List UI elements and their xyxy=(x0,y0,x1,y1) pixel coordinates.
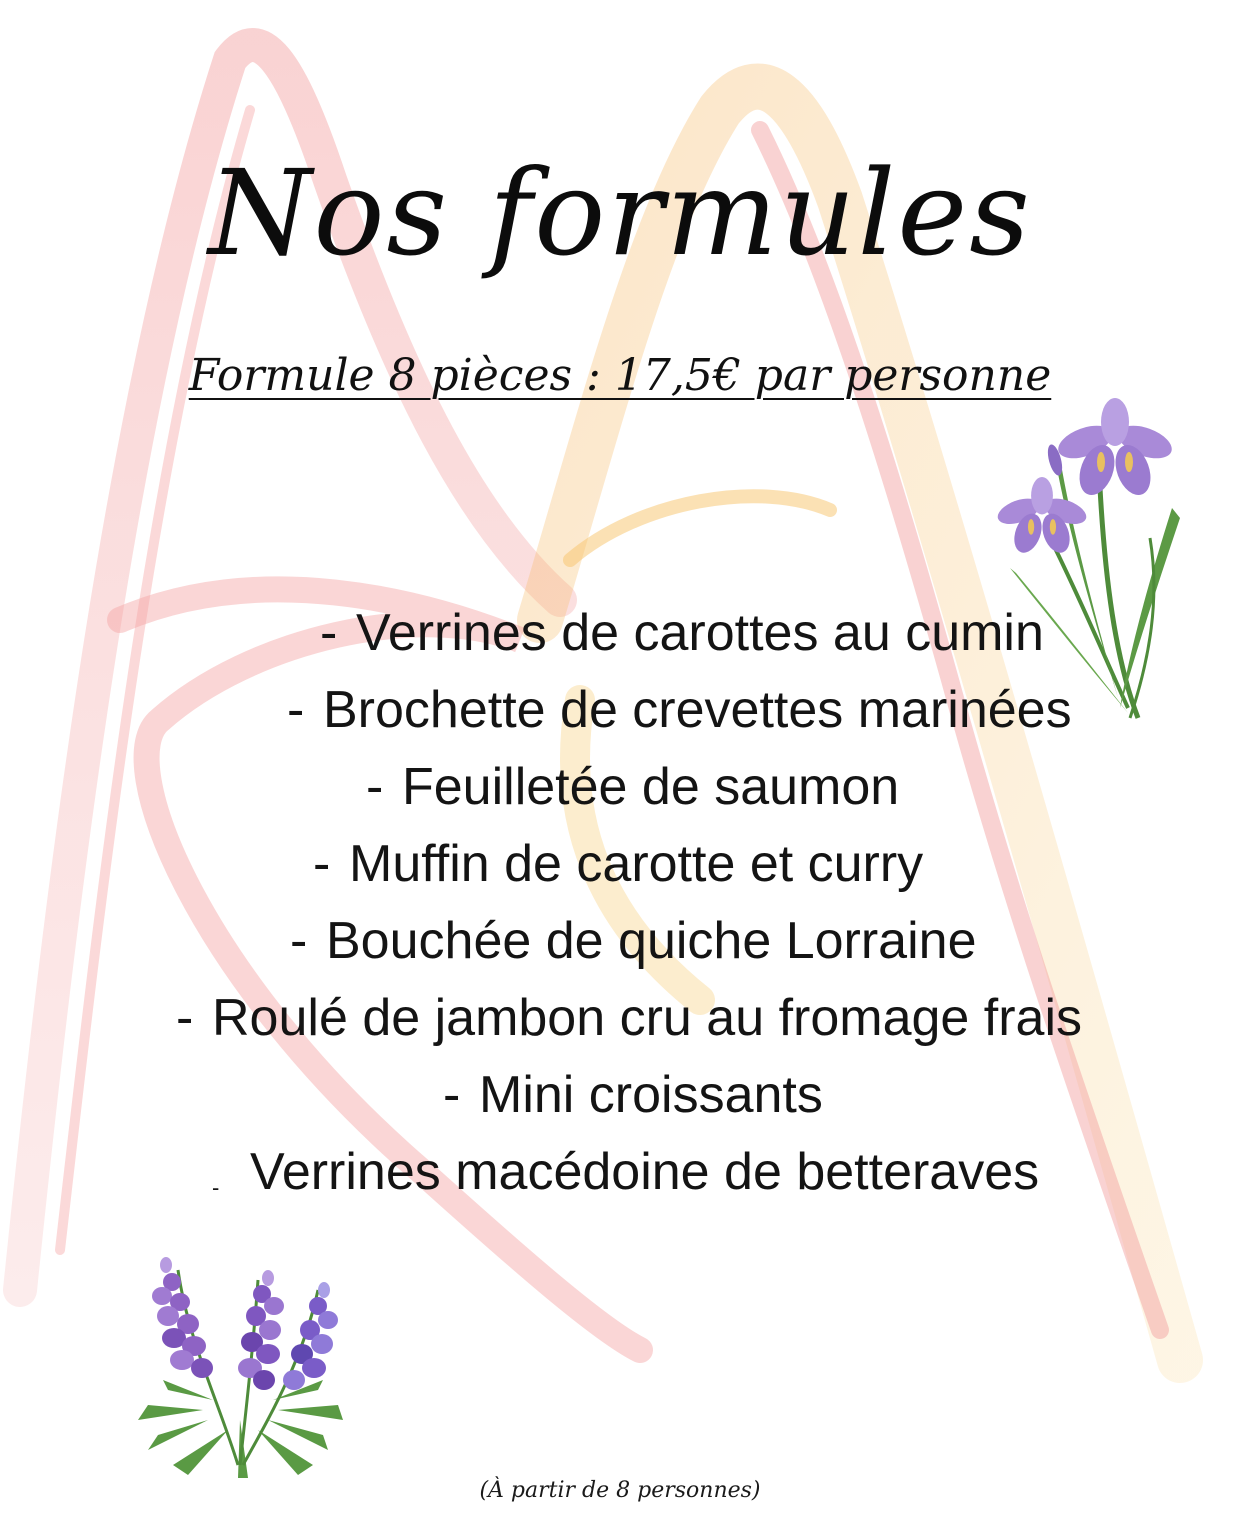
menu-item xyxy=(366,752,899,822)
menu-item xyxy=(212,1137,1039,1207)
menu-item xyxy=(320,598,1044,668)
menu-item-label: Bouchée de quiche Lorraine xyxy=(326,912,977,970)
menu-item-label: Verrines macédoine de betteraves xyxy=(250,1143,1040,1201)
menu-item xyxy=(443,1060,823,1130)
menu-item xyxy=(290,906,976,976)
menu-item-label: Mini croissants xyxy=(479,1066,823,1124)
menu-item xyxy=(313,829,923,899)
menu-item-label: Brochette de crevettes marinées xyxy=(323,681,1072,739)
menu-item-label: Muffin de carotte et curry xyxy=(349,835,924,893)
bullet-dash: - xyxy=(290,912,308,970)
footer-note: (À partir de 8 personnes) xyxy=(479,1478,761,1503)
menu-item xyxy=(287,675,1072,745)
menu-item-label: Verrines de carottes au cumin xyxy=(356,604,1044,662)
page-title: Nos formules xyxy=(208,144,1032,282)
bullet-dash: - xyxy=(313,835,331,893)
bullet-dash: - xyxy=(212,1175,220,1200)
lupin-flowers-image xyxy=(128,1250,358,1480)
menu-item-label: Feuilletée de saumon xyxy=(402,758,900,816)
bullet-dash: - xyxy=(366,758,384,816)
bullet-dash: - xyxy=(287,681,305,739)
bullet-dash: - xyxy=(176,989,194,1047)
formula-subtitle-text: Formule 8 pièces : 17,5€ par personne xyxy=(188,350,1052,401)
menu-item-label: Roulé de jambon cru au fromage frais xyxy=(212,989,1083,1047)
bullet-dash: - xyxy=(320,604,338,662)
formula-subtitle xyxy=(0,346,1240,406)
bullet-dash: - xyxy=(443,1066,461,1124)
menu-item xyxy=(176,983,1082,1053)
